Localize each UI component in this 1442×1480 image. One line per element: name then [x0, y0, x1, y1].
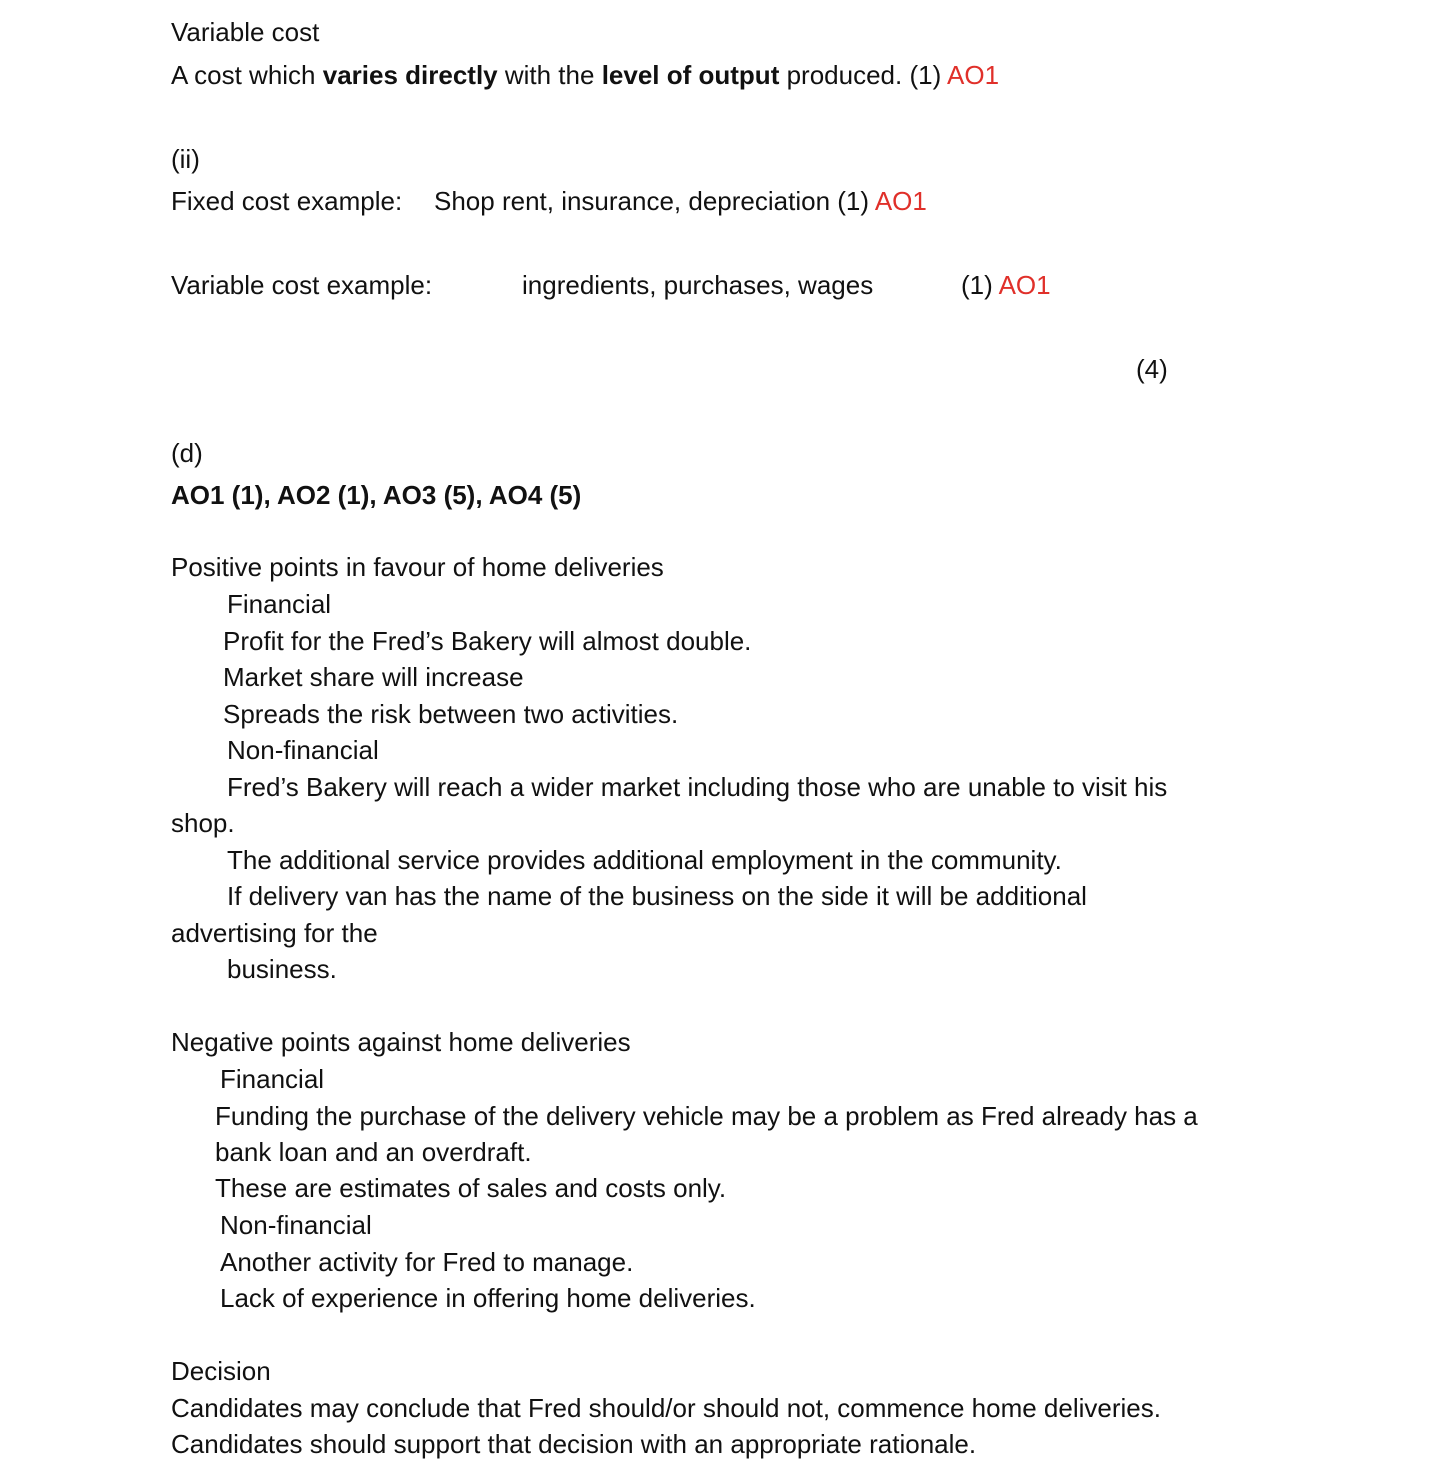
negative-financial-heading: Financial — [220, 1064, 325, 1094]
assessment-objective: AO1 — [947, 60, 1000, 90]
total-marks: (4) — [1136, 354, 1168, 384]
list-item: Funding the purchase of the delivery vehicle may be a problem as Fred already has a — [215, 1101, 1198, 1131]
text: A cost which — [171, 60, 323, 90]
list-item: Spreads the risk between two activities. — [223, 699, 679, 729]
text: with the — [497, 60, 602, 90]
list-item: Market share will increase — [223, 662, 524, 692]
list-item-continued: business. — [227, 954, 337, 984]
fixed-cost-value — [434, 186, 927, 216]
assessment-breakdown: AO1 (1), AO2 (1), AO3 (5), AO4 (5) — [171, 480, 582, 510]
positive-heading: Positive points in favour of home deliveries — [171, 552, 664, 582]
list-item-continued: shop. — [171, 808, 235, 838]
decision-text: Candidates may conclude that Fred should/or should not, commence home deliveries. — [171, 1393, 1161, 1423]
positive-financial-heading: Financial — [227, 589, 332, 619]
decision-heading: Decision — [171, 1356, 271, 1386]
bold-text: level of output — [601, 60, 780, 90]
list-item: These are estimates of sales and costs only. — [215, 1173, 727, 1203]
list-item: Fred’s Bakery will reach a wider market including those who are unable to visit his — [227, 772, 1168, 802]
assessment-objective: AO1 — [998, 270, 1051, 300]
variable-cost-example-label: Variable cost example: — [171, 270, 433, 300]
list-item: Profit for the Fred’s Bakery will almost double. — [223, 626, 752, 656]
fixed-cost-label: Fixed cost example: — [171, 186, 403, 216]
variable-cost-mark — [961, 270, 1051, 300]
text: produced. (1) — [779, 60, 948, 90]
list-item: Another activity for Fred to manage. — [220, 1247, 634, 1277]
list-item-continued: advertising for the — [171, 918, 378, 948]
variable-cost-definition — [171, 60, 999, 90]
bold-text: varies directly — [322, 60, 498, 90]
list-item: The additional service provides additional employment in the community. — [227, 845, 1062, 875]
variable-cost-example-value: ingredients, purchases, wages — [522, 270, 874, 300]
decision-text: Candidates should support that decision with an appropriate rationale. — [171, 1429, 977, 1459]
text: (1) — [961, 270, 999, 300]
negative-heading: Negative points against home deliveries — [171, 1027, 631, 1057]
list-item: If delivery van has the name of the business on the side it will be additional — [227, 881, 1087, 911]
part-d-label: (d) — [171, 438, 203, 468]
negative-nonfinancial-heading: Non-financial — [220, 1210, 372, 1240]
list-item-continued: bank loan and an overdraft. — [215, 1137, 532, 1167]
text: Shop rent, insurance, depreciation (1) — [434, 186, 875, 216]
positive-nonfinancial-heading: Non-financial — [227, 735, 379, 765]
variable-cost-heading: Variable cost — [171, 17, 320, 47]
part-ii-label: (ii) — [171, 144, 200, 174]
assessment-objective: AO1 — [874, 186, 927, 216]
list-item: Lack of experience in offering home deliveries. — [220, 1283, 756, 1313]
